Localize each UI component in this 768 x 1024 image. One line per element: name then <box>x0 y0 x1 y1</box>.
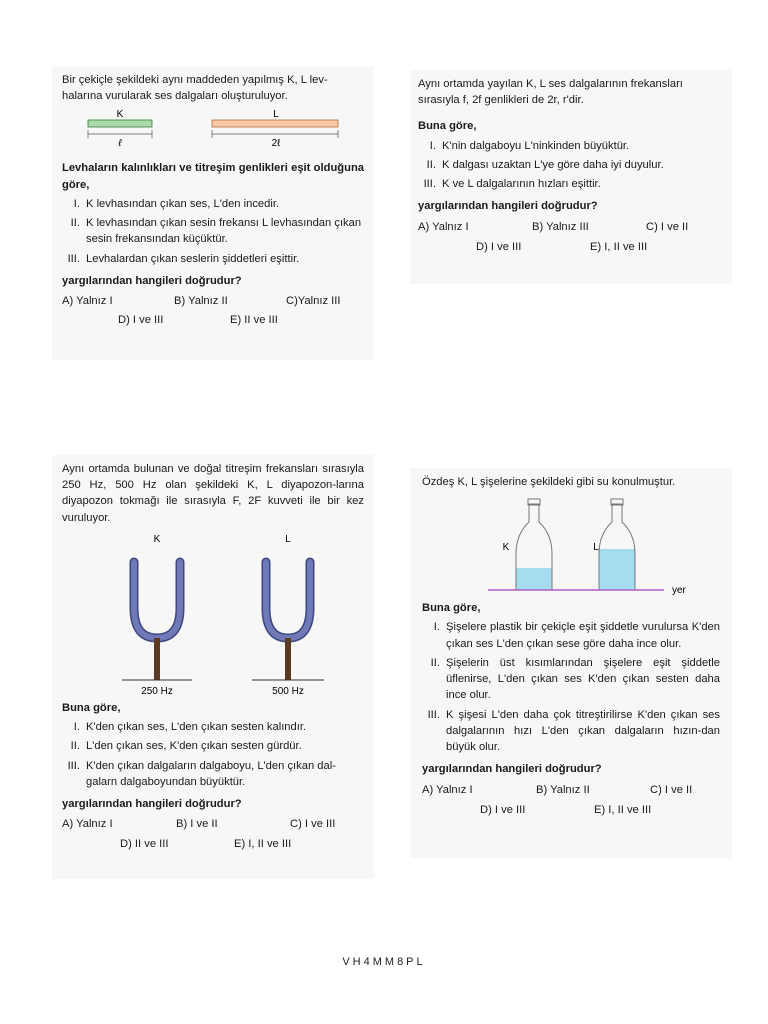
option-c[interactable]: C)Yalnız III <box>286 295 341 308</box>
statement-item: I. K'nin dalgaboyu L'ninkinden büyüktür. <box>429 139 630 152</box>
option-e[interactable]: E) I, II ve III <box>594 803 652 816</box>
q2-options <box>418 219 724 259</box>
question-2 <box>410 70 732 284</box>
q3-l-label: L <box>285 533 291 545</box>
q4-statements <box>422 619 720 755</box>
q3-options <box>62 816 364 856</box>
q3-k-freq: 250 Hz <box>141 685 173 697</box>
document-code: VH4MM8PL <box>342 956 426 968</box>
q3-buna-gore: Buna göre, <box>62 701 121 714</box>
statement-item: III. K şişesi L'den daha çok titreştirilirse K'den çıkan ses dalgalarının hızı L'den çıkan dalgaların hızın-dan büyük olur. <box>427 708 720 754</box>
q2-question: yargılarından hangileri doğrudur? <box>418 200 598 213</box>
q1-stem: Bir çekiçle şekildeki aynı maddeden yapılmış K, L lev-halarına vurularak ses dalgaları oluşturuluyor. <box>62 74 328 103</box>
q1-k-label: K <box>116 109 124 121</box>
statement-item: II. L'den çıkan ses, K'den çıkan sesten gürdür. <box>70 740 302 753</box>
option-b[interactable]: B) Yalnız II <box>536 783 590 796</box>
q1-plate-l <box>212 120 338 127</box>
q3-k-label: K <box>153 533 161 545</box>
q2-statements <box>418 138 724 193</box>
question-4 <box>410 468 732 858</box>
statement-item: I. K'den çıkan ses, L'den çıkan sesten kalındır. <box>73 721 307 734</box>
statement-item: III. K'den çıkan dalgaların dalgaboyu, L'den çıkan dal-galarn dalgaboyundan büyüktür. <box>67 759 336 788</box>
statement-item: II. K dalgası uzaktan L'ye göre daha iyi duyulur. <box>426 158 664 171</box>
option-a[interactable]: A) Yalnız I <box>62 818 113 831</box>
q2-stem: Aynı ortamda yayılan K, L ses dalgalarının frekansları sırasıyla f, 2f genlikleri de 2r, r'dir. <box>418 78 683 107</box>
option-a[interactable]: A) Yalnız I <box>62 295 113 308</box>
q1-l-label: L <box>273 109 279 121</box>
q4-question: yargılarından hangileri doğrudur? <box>422 763 602 776</box>
q4-options <box>422 782 720 822</box>
statement-item: I. K levhasından çıkan ses, L'den incedir. <box>73 197 280 210</box>
option-d[interactable]: D) I ve III <box>118 314 164 327</box>
option-c[interactable]: C) I ve III <box>290 818 336 831</box>
q4-k-label: K <box>502 542 510 554</box>
q4-stem: Özdeş K, L şişelerine şekildeki gibi su konulmuştur. <box>422 476 676 488</box>
q1-statements <box>62 196 364 267</box>
q3-stem: Aynı ortamda bulunan ve doğal titreşim frekansları sırasıyla 250 Hz, 500 Hz olan şekildeki K, L diyapozon-larına diyapozon tokmağı ile sırasıyla F, 2F kuvveti ile bir kez vuruluyor. <box>62 463 364 524</box>
q4-water-k <box>516 568 552 590</box>
option-d[interactable]: D) I ve III <box>476 240 522 253</box>
q2-buna-gore: Buna göre, <box>418 120 477 133</box>
option-b[interactable]: B) Yalnız III <box>532 220 589 233</box>
q3-statements <box>62 719 364 790</box>
q4-l-label: L <box>593 542 599 554</box>
q3-handle-l <box>285 638 291 680</box>
q4-water-l <box>599 549 635 590</box>
statement-item: III. K ve L dalgalarının hızları eşittir. <box>423 178 601 191</box>
question-1 <box>52 66 374 360</box>
statement-item: II. K levhasından çıkan sesin frekansı L levhasından çıkan sesin frekansından küçüktür. <box>70 217 362 246</box>
option-c[interactable]: C) I ve II <box>650 783 693 796</box>
q1-question: yargılarından hangileri doğrudur? <box>62 274 242 287</box>
q3-tuning-fork-figure <box>62 530 364 697</box>
q4-buna-gore: Buna göre, <box>422 602 481 615</box>
q4-ground-label: yer <box>672 585 686 597</box>
statement-item: III. Levhalardan çıkan seslerin şiddetleri eşittir. <box>67 252 300 265</box>
option-a[interactable]: A) Yalnız I <box>422 783 473 796</box>
option-e[interactable]: E) I, II ve III <box>234 838 292 851</box>
statement-item: I. Şişelere plastik bir çekiçle eşit şiddetle vurulursa K'den çıkan ses L'den çıkan sese göre daha ince olur. <box>433 621 720 650</box>
q4-bottles-figure <box>422 494 720 597</box>
option-a[interactable]: A) Yalnız I <box>418 220 469 233</box>
q1-plate-k <box>88 120 152 127</box>
q1-k-length: ℓ <box>118 138 122 150</box>
option-b[interactable]: B) I ve II <box>176 818 218 831</box>
option-e[interactable]: E) II ve III <box>230 314 278 327</box>
q1-l-length: 2ℓ <box>271 138 281 150</box>
q3-question: yargılarından hangileri doğrudur? <box>62 798 242 811</box>
option-b[interactable]: B) Yalnız II <box>174 295 228 308</box>
option-d[interactable]: D) II ve III <box>120 838 169 851</box>
statement-item: II. Şişelerin üst kısımlarından şişelere eşit şiddetle üflenirse, L'den çıkan ses K'den çıkan sesten daha ince olur. <box>430 656 720 702</box>
question-3 <box>52 455 374 879</box>
q3-l-freq: 500 Hz <box>272 685 304 697</box>
q3-handle-k <box>154 638 160 680</box>
q1-condition: Levhaların kalınlıkları ve titreşim genlikleri eşit olduğuna göre, <box>62 162 364 191</box>
option-c[interactable]: C) I ve II <box>646 220 689 233</box>
q1-plates-figure <box>62 108 364 160</box>
q1-options <box>62 293 364 333</box>
option-d[interactable]: D) I ve III <box>480 803 526 816</box>
option-e[interactable]: E) I, II ve III <box>590 240 648 253</box>
